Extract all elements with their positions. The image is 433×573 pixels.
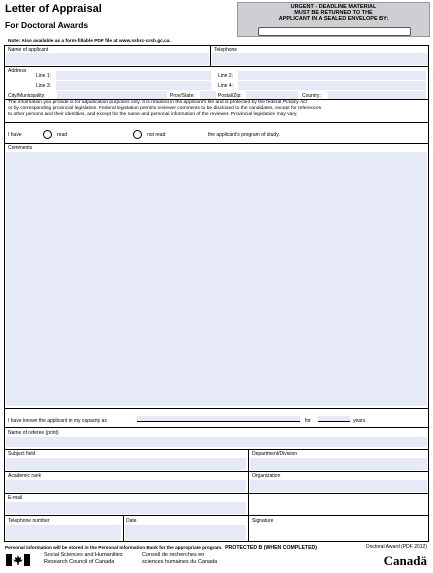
years-field[interactable] [318,416,350,422]
privacy-act-name: Privacy Act [282,100,307,105]
urgent-line-3: APPLICANT IN A SEALED ENVELOPE BY: [278,16,389,22]
council-name-french: Conseil de recherches en sciences humaines du Canada [142,552,218,565]
address-label: Address [8,68,27,74]
date-field[interactable] [125,525,246,540]
city-label: City/Municipality: [8,93,46,99]
address-line4-field[interactable] [238,81,426,90]
prov-field[interactable] [200,91,216,99]
privacy-line-2: or by corresponding provincial legislation. Federal legislation permits reviewer comments to be disclosed to the candidates, except for references [8,106,322,111]
comments-field[interactable] [6,152,427,406]
address-line3-label: Line 3: [36,83,52,89]
address-line1-field[interactable] [56,71,211,80]
referee-name-field[interactable] [6,437,427,447]
availability-note: Note: Also available as a form-fillable PDF file at www.sshrc-crsh.gc.ca. [8,39,171,44]
organization-field[interactable] [250,480,427,492]
applicant-name-label: Name of applicant [8,47,49,53]
urgent-deadline-box [237,2,430,37]
email-field[interactable] [6,502,246,514]
date-label: Date [126,518,137,524]
form-title: Letter of Appraisal [5,3,102,15]
privacy-line-1: The information you provide is for adjudication purposes only. It is retained in the applicant's file and is protected by the federal [8,100,282,105]
form-identifier: Doctoral Award (PDF 2012) [365,544,427,550]
academic-rank-field[interactable] [6,480,246,492]
form-subtitle: For Doctoral Awards [5,20,89,30]
canada-flag-icon [6,553,30,565]
protected-b-label: PROTECTED B (WHEN COMPLETED) [225,545,318,551]
known-years-label: years. [353,418,367,424]
read-radio[interactable] [43,130,52,139]
read-label: read [57,132,68,138]
prov-label: Prov/State: [170,93,195,99]
postal-field[interactable] [246,91,298,99]
privacy-notice [8,100,426,118]
urgent-line-1: URGENT - DEADLINE MATERIAL [290,4,377,10]
known-capacity-label: I have known the applicant in my capacity as [8,418,107,424]
referee-name-label: Name of referee (print) [8,430,59,436]
address-line2-field[interactable] [238,71,426,80]
not-read-label: not read [147,132,166,138]
department-field[interactable] [250,458,427,470]
address-line2-label: Line 2: [218,73,234,79]
personal-info-notice: Personal information will be stored in the Personal Information Bank for the appropriate program. PROTECTED B (WHEN COMPLETED) [5,545,318,551]
city-field[interactable] [57,91,167,99]
applicant-telephone-label: Telephone [214,47,238,53]
department-label: Department/Division [252,451,298,457]
canada-wordmark: Canadä [383,553,427,568]
deadline-date-field[interactable] [258,27,411,36]
signature-label: Signature [252,518,274,524]
known-for-label: for [305,418,311,424]
referee-telephone-label: Telephone number [8,518,50,524]
address-line1-label: Line 1: [36,73,52,79]
organization-label: Organization [252,473,281,479]
country-field[interactable] [328,91,426,99]
postal-label: Postal/Zip: [218,93,242,99]
address-line3-field[interactable] [56,81,211,90]
not-read-radio[interactable] [133,130,142,139]
council-name-english: Social Sciences and Humanities Research Council of Canada [44,552,123,565]
applicant-name-field[interactable] [6,53,209,65]
referee-telephone-field[interactable] [6,525,121,540]
program-of-study-suffix: the applicant's program of study. [208,132,280,138]
country-label: Country: [302,93,321,99]
address-line4-label: Line 4: [218,83,234,89]
email-label: E-mail [8,495,23,501]
subject-field-input[interactable] [6,458,246,470]
comments-label: Comments [8,145,33,151]
applicant-telephone-field[interactable] [212,53,428,65]
i-have-label: I have [8,132,22,138]
privacy-line-3: to other persons and their identities, and except for the name and personal information of the reviewer. Provincial legislation may vary. [8,112,298,117]
urgent-line-2: MUST BE RETURNED TO THE [294,10,373,16]
subject-field-label: Subject field [8,451,36,457]
academic-rank-label: Academic rank [8,473,42,479]
capacity-field[interactable] [137,416,300,422]
